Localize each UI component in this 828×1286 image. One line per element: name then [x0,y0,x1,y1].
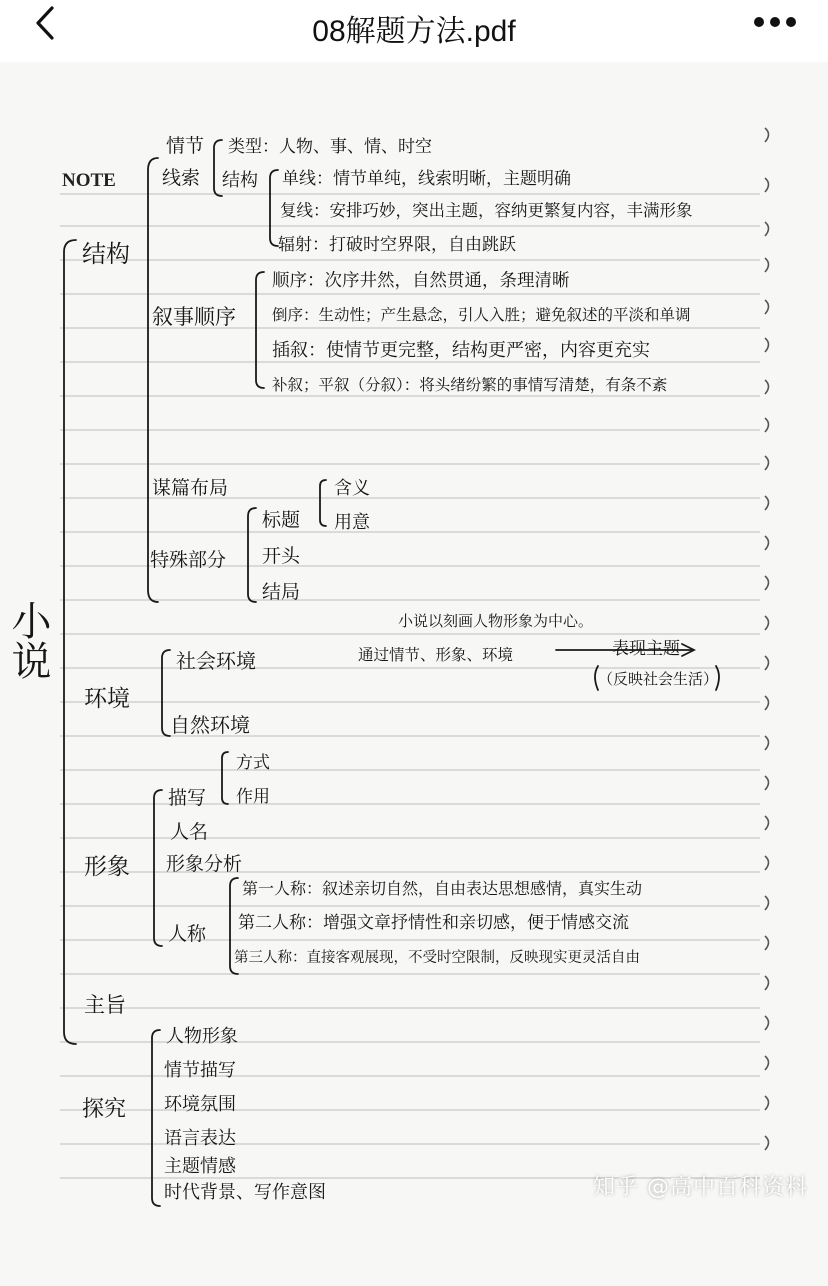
explore-item: 人物形象 [166,1026,238,1047]
image-label: 形象 [84,854,130,880]
layout-label: 谋篇布局 [152,477,229,499]
supplement-text: 补叙；平叙（分叙）：将头绪纷繁的事情写清楚，有条不紊 [272,376,668,394]
reflect-text: （反映社会生活） [598,670,719,688]
opening-item: 开头 [262,545,301,567]
struct-label: 结构 [222,170,258,191]
analysis-text: 形象分析 [166,853,243,875]
root-label: 小说 [5,600,51,680]
explore-item: 时代背景、写作意图 [164,1182,326,1203]
title-item: 标题 [262,509,301,531]
theme-label: 主旨 [84,993,126,1017]
type-text: 类型：人物、事、情、时空 [228,137,432,157]
structure-label: 结构 [82,240,130,268]
explore-label: 探究 [82,1097,127,1122]
binding-rings [765,128,769,1150]
notebook-page [0,62,828,1286]
title-meaning: 含义 [334,478,370,499]
special-part-label: 特殊部分 [150,549,227,571]
single-line-text: 单线：情节单纯，线索明晰，主题明确 [282,169,571,189]
explore-item: 环境氛围 [164,1094,236,1115]
clue-label: 线索 [162,167,201,189]
watermark: 知乎 @高中百科资料 [593,1175,808,1200]
natural-env: 自然环境 [170,713,250,737]
top-bar [0,0,828,63]
name-text: 人名 [170,821,209,843]
ending-item: 结局 [262,581,301,603]
radial-text: 辐射：打破时空界限，自由跳跃 [278,235,516,255]
narrative-order-label: 叙事顺序 [152,305,236,329]
title-intent: 用意 [334,512,370,533]
center-note: 小说以刻画人物形象为中心。 [398,612,594,630]
third-person: 第三人称：直接客观展现，不受时空限制，反映现实更灵活自由 [234,950,640,966]
environment-label: 环境 [84,686,130,712]
explore-item: 情节描写 [164,1060,236,1081]
reveal-theme: 表现主题 [612,639,680,659]
effect-text: 作用 [236,787,270,807]
second-person: 第二人称：增强文章抒情性和亲切感，便于情感交流 [238,913,629,933]
chrono-order-text: 顺序：次序井然，自然贯通，条理清晰 [272,271,570,291]
person-label: 人称 [168,923,207,945]
through-text: 通过情节、形象、环境 [358,646,514,664]
plot-label: 情节 [166,135,205,157]
explore-item: 语言表达 [164,1128,236,1149]
document-title: 08解题方法.pdf [312,15,516,48]
double-line-text: 复线：安排巧妙，突出主题，容纳更繁复内容，丰满形象 [280,201,693,220]
explore-item: 主题情感 [164,1156,236,1177]
method-text: 方式 [236,753,270,773]
first-person: 第一人称：叙述亲切自然，自由表达思想感情，真实生动 [242,879,643,898]
pdf-page [0,62,828,1286]
flashback-text: 倒序：生动性；产生悬念，引人入胜；避免叙述的平淡和单调 [272,306,691,324]
insert-text: 插叙：使情节更完整，结构更严密，内容更充实 [272,340,650,361]
social-env: 社会环境 [176,649,256,673]
note-label: NOTE [62,170,116,191]
more-dots-icon[interactable] [752,12,798,32]
describe-label: 描写 [168,787,207,809]
